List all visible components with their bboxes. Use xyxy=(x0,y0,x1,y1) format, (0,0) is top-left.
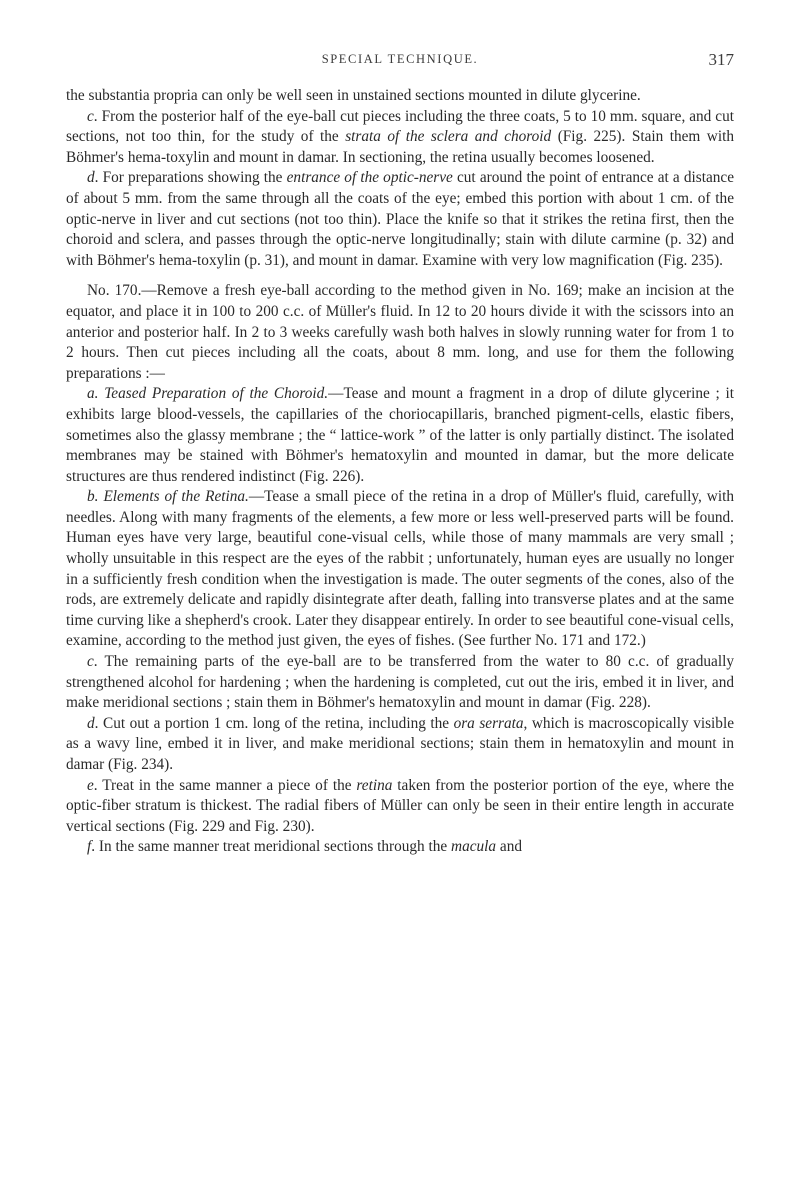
italic-run: c xyxy=(87,107,94,125)
paragraph xyxy=(66,776,734,838)
italic-run: e xyxy=(87,776,94,794)
italic-run: strata of the sclera and choroid xyxy=(345,128,552,146)
paragraph xyxy=(66,384,734,487)
text-run: cut around the point of entrance at a distance of about 5 mm. from the same through all the coats of the eye; embed this portion with about 1 cm. of the optic-nerve in liver and cut sections (not too thin). Place the knife so that it strikes the retina first, then the choroid and sclera, and passes through the optic-nerve longitudinally; stain with dilute carmine (p. 32) and with Böhmer's hema-toxylin (p. 31), and mount in damar. Examine with very low magnification (Fig. 235). xyxy=(66,169,734,269)
book-page xyxy=(66,52,734,858)
paragraph xyxy=(66,837,734,858)
italic-run: b. Elements of the Retina. xyxy=(87,488,249,506)
text-run: (Fig. 225). Stain them with Böhmer's hema-toxylin and mount in damar. In sectioning, the retina usually becomes loosened. xyxy=(66,128,735,166)
italic-run: entrance of the optic-nerve xyxy=(286,169,453,187)
text-run: . In the same manner treat meridional sections through the xyxy=(91,838,452,856)
italic-run: c xyxy=(87,653,94,671)
text-run: , which is macroscopically visible as a wavy line, embed it in liver, and make meridional sections; stain them in hematoxylin and mount in damar (Fig. 234). xyxy=(66,714,734,773)
italic-run: d xyxy=(87,169,95,187)
page-number: 317 xyxy=(708,50,734,69)
text-run: No. 170.—Remove a fresh eye-ball according to the method given in No. 169; make an incision at the equator, and place it in 100 to 200 c.c. of Müller's fluid. In 12 to 20 hours divide it with the scissors into an anterior and posterior half. In 2 to 3 weeks carefully wash both halves in slowly running water for from 1 to 2 hours. Then cut pieces including all the coats, about 8 mm. long, and use for them the following preparations :— xyxy=(66,282,734,382)
text-run: . The remaining parts of the eye-ball are to be transferred from the water to 80 c.c. of gradually strengthened alcohol for hardening ; when the hardening is completed, cut out the iris, embed it in liver, and make meridional sections ; stain them in Böhmer's hematoxylin and mount in damar (Fig. 228). xyxy=(66,653,734,712)
paragraph xyxy=(66,86,734,107)
text-run: —Tease and mount a fragment in a drop of dilute glycerine ; it exhibits large blood-vessels, the capillaries of the choriocapillaris, branched pigment-cells, elastic fibers, sometimes also the glassy membrane ; the “ lattice-work ” of the latter is only partially distinct. The isolated membranes may be stained with Böhmer's hematoxylin and mounted in damar, but the more delicate structures are thus rendered indistinct (Fig. 226). xyxy=(66,385,734,485)
running-header xyxy=(66,52,734,74)
text-run: . From the posterior half of the eye-ball cut pieces including the three coats, 5 to 10 mm. square, and cut sections, not too thin, for the study of the xyxy=(66,107,734,146)
italic-run: retina xyxy=(356,776,393,794)
text-run: taken from the posterior portion of the eye, where the optic-fiber stratum is thickest. The radial fibers of Müller can only be seen in their entire length in accurate vertical sections (Fig. 229 and Fig. 230). xyxy=(66,776,734,835)
italic-run: macula xyxy=(451,838,497,856)
text-run: . Cut out a portion 1 cm. long of the retina, including the xyxy=(94,714,454,732)
text-run: . For preparations showing the xyxy=(94,169,287,187)
paragraph xyxy=(66,487,734,652)
paragraph xyxy=(66,168,734,271)
running-title: SPECIAL TECHNIQUE. xyxy=(321,52,479,66)
paragraph xyxy=(66,714,734,776)
text-run: the substantia propria can only be well seen in unstained sections mounted in dilute glycerine. xyxy=(66,87,641,104)
paragraph xyxy=(66,281,734,384)
italic-run: f xyxy=(87,838,92,856)
italic-run: d xyxy=(87,714,95,732)
paragraph-gap xyxy=(66,271,734,281)
text-run: . Treat in the same manner a piece of the xyxy=(93,776,357,794)
text-run: and xyxy=(496,838,523,856)
text-run: —Tease a small piece of the retina in a drop of Müller's fluid, carefully, with needles. Along with many fragments of the elements, a few more or less well-preserved parts will be found. Human eyes have very large, beautiful cone-visual cells, while those of many mammals are very small ; wholly unsuitable in this respect are the eyes of the rabbit ; unfortunately, human eyes are usually no longer in a sufficiently fresh condition when the investigation is made. The outer segments of the cones, also of the rods, are extremely delicate and rapidly disintegrate after death, falling into transverse plates and at the same time curving like a shepherd's crook. Later they disappear entirely. In order to see beautiful cone-visual cells, examine, according to the method just given, the eyes of fishes. (See further No. 171 and 172.) xyxy=(66,488,734,650)
italic-run: ora serrata xyxy=(453,714,524,732)
paragraph xyxy=(66,107,734,169)
italic-run: a. Teased Preparation of the Choroid. xyxy=(87,385,329,403)
paragraph xyxy=(66,652,734,714)
body-text xyxy=(66,86,734,858)
